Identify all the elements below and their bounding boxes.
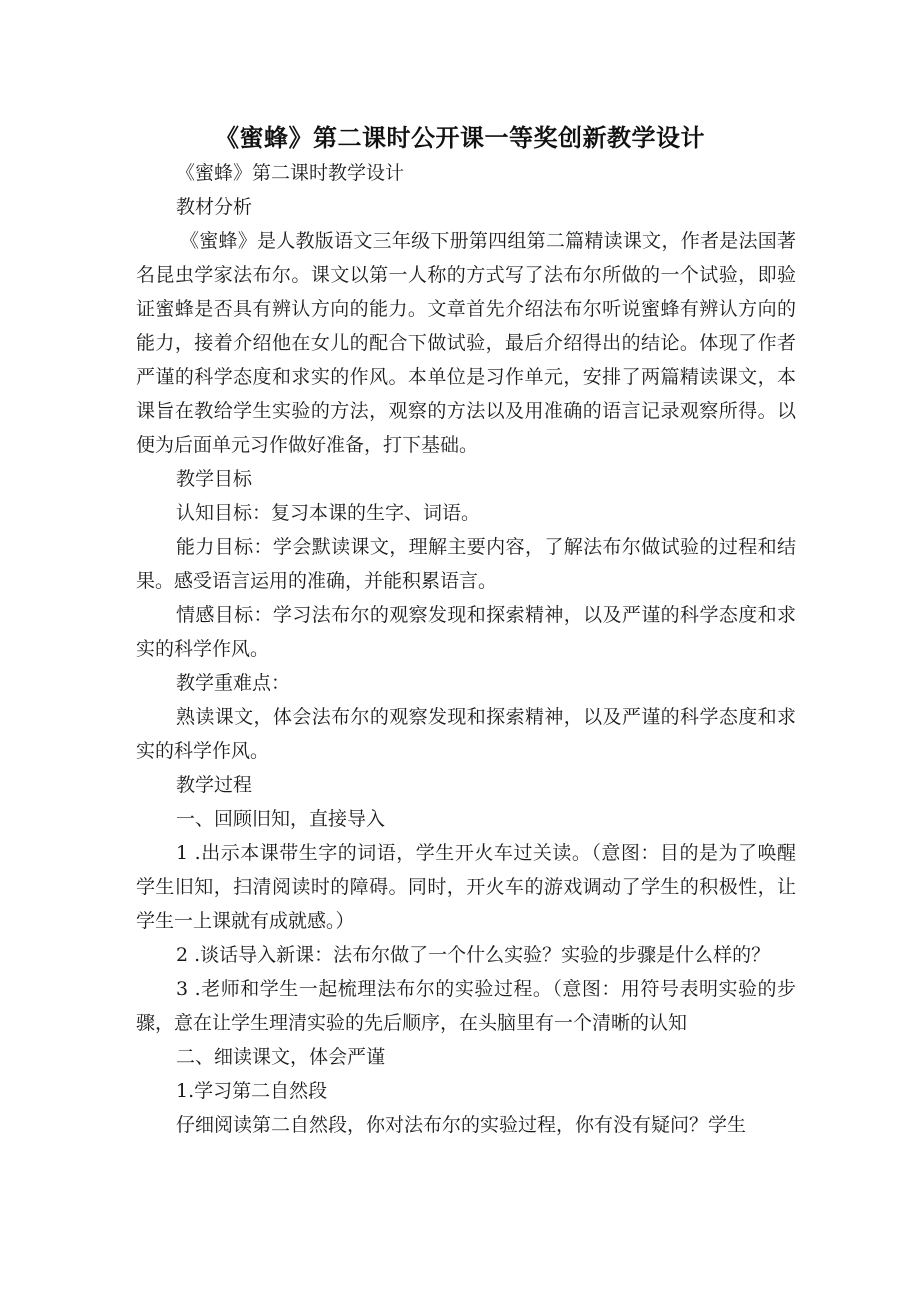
ability-goal-paragraph: 能力目标：学会默读课文，理解主要内容，了解法布尔做试验的过程和结果。感受语言运用的准确，并能积累语言。: [136, 536, 796, 592]
key-points-paragraph: 熟读课文，体会法布尔的观察发现和探索精神，以及严谨的科学态度和求实的科学作风。: [136, 706, 796, 762]
textbook-analysis-paragraph: 《蜜蜂》是人教版语文三年级下册第四组第二篇精读课文，作者是法国著名昆虫学家法布尔。课文以第一人称的方式写了法布尔所做的一个试验，即验证蜜蜂是否具有辨认方向的能力。文章首先介绍法布尔听说蜜蜂有辨认方向的能力，接着介绍他在女儿的配合下做试验，最后介绍得出的结论。体现了作者严谨的科学态度和求实的作风。本单位是习作单元，安排了两篇精读课文，本课旨在教给学生实验的方法，观察的方法以及用准确的语言记录观察所得。以便为后面单元习作做好准备，打下基础。: [136, 230, 796, 456]
cognitive-goal-paragraph: 认知目标：复习本课的生字、词语。: [176, 502, 481, 524]
emotional-goal-paragraph: 情感目标：学习法布尔的观察发现和探索精神，以及严谨的科学态度和求实的科学作风。: [136, 604, 796, 660]
section-heading-key-points: 教学重难点：: [176, 672, 291, 694]
step-two-item-1: 1.学习第二自然段: [176, 1080, 328, 1102]
document-title: 《蜜蜂》第二课时公开课一等奖创新教学设计: [215, 124, 705, 152]
document-body: [136, 156, 796, 1142]
step-one-item-1: 1 .出示本课带生字的词语，学生开火车过关读。（意图：目的是为了唤醒学生旧知，扫清阅读时的障碍。同时，开火车的游戏调动了学生的积极性，让学生一上课就有成就感。）: [136, 842, 796, 932]
subtitle-paragraph: 《蜜蜂》第二课时教学设计: [176, 162, 405, 184]
step-one-heading: 一、回顾旧知，直接导入: [176, 808, 386, 830]
section-heading-teaching-process: 教学过程: [176, 774, 253, 796]
section-heading-teaching-goals: 教学目标: [176, 468, 253, 490]
step-two-heading: 二、细读课文，体会严谨: [176, 1046, 386, 1068]
section-heading-textbook-analysis: 教材分析: [176, 196, 253, 218]
step-one-item-2: 2 .谈话导入新课：法布尔做了一个什么实验？实验的步骤是什么样的？: [176, 944, 771, 966]
step-two-item-1-text: 仔细阅读第二自然段，你对法布尔的实验过程，你有没有疑问？学生: [176, 1114, 747, 1136]
step-one-item-3: 3 .老师和学生一起梳理法布尔的实验过程。（意图：用符号表明实验的步骤，意在让学生理清实验的先后顺序，在头脑里有一个清晰的认知: [136, 978, 796, 1034]
